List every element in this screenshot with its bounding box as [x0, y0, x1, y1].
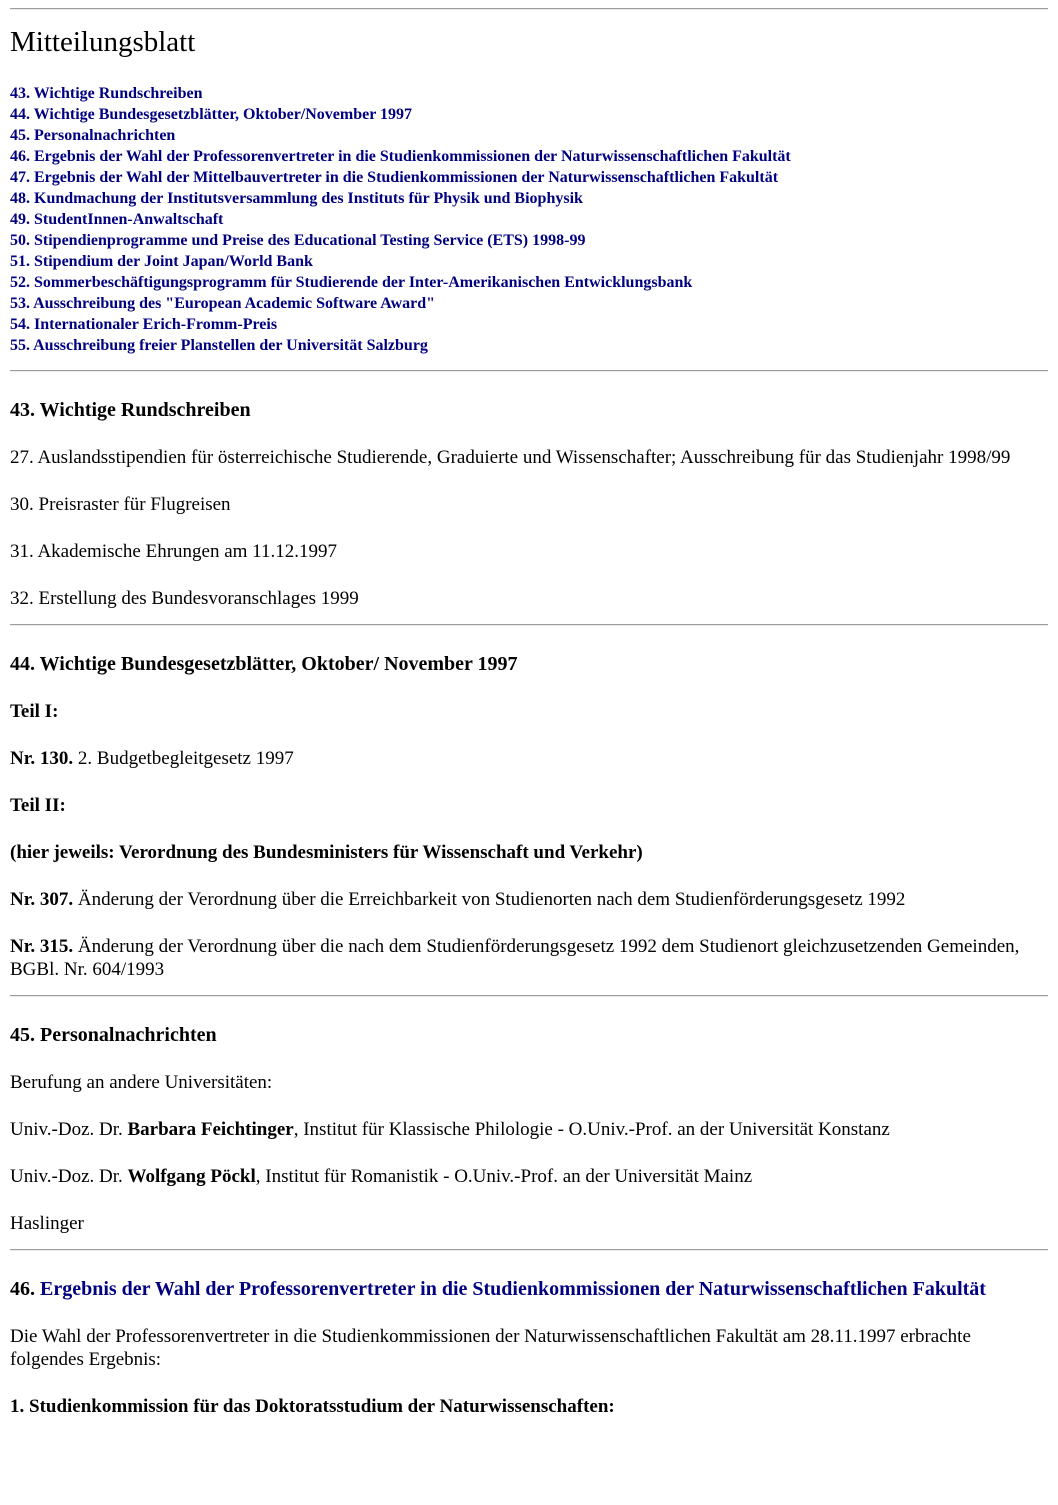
- section-46: [10, 1277, 1048, 1418]
- section-divider: [10, 995, 1048, 997]
- teil-2-label: Teil II:: [10, 795, 66, 816]
- toc-link-54[interactable]: 54. Internationaler Erich-Fromm-Preis: [10, 316, 278, 333]
- toc-link-52[interactable]: 52. Sommerbeschäftigungsprogramm für Studierende der Inter-Amerikanischen Entwicklungsbank: [10, 274, 693, 291]
- item-nr-307: [10, 888, 1048, 911]
- section-46-intro: Die Wahl der Professorenvertreter in die Studienkommissionen der Naturwissenschaftlichen Fakultät am 28.11.1997 erbrachte folgendes Ergebnis:: [10, 1326, 971, 1370]
- nr-307-text: Änderung der Verordnung über die Erreichbarkeit von Studienorten nach dem Studienförderungsgesetz 1992: [73, 889, 906, 910]
- item-32: 32. Erstellung des Bundesvoranschlages 1999: [10, 588, 359, 609]
- section-44: [10, 652, 1048, 981]
- section-46-heading: [10, 1277, 1048, 1301]
- top-divider: [10, 8, 1048, 10]
- signature: Haslinger: [10, 1213, 84, 1234]
- studienkommission-1-heading: 1. Studienkommission für das Doktoratsstudium der Naturwissenschaften:: [10, 1396, 615, 1417]
- toc-link-53[interactable]: 53. Ausschreibung des "European Academic Software Award": [10, 295, 436, 312]
- section-43: [10, 398, 1048, 610]
- nr-315-text: Änderung der Verordnung über die nach dem Studienförderungsgesetz 1992 dem Studienort gleichzusetzenden Gemeinden, BGBl. Nr. 604/1993: [10, 936, 1020, 980]
- item-31: 31. Akademische Ehrungen am 11.12.1997: [10, 541, 337, 562]
- teil-2-note: (hier jeweils: Verordnung des Bundesministers für Wissenschaft und Verkehr): [10, 842, 643, 863]
- entry-prefix: Univ.-Doz. Dr.: [10, 1119, 128, 1140]
- person-name: Barbara Feichtinger: [127, 1119, 294, 1140]
- nr-130-text: 2. Budgetbegleitgesetz 1997: [73, 748, 294, 769]
- item-nr-130: [10, 747, 1048, 770]
- toc-link-45[interactable]: 45. Personalnachrichten: [10, 127, 176, 144]
- section-45-heading: 45. Personalnachrichten: [10, 1024, 217, 1046]
- entry-suffix: , Institut für Klassische Philologie - O.Univ.-Prof. an der Universität Konstanz: [293, 1119, 890, 1140]
- section-46-number: 46.: [10, 1278, 40, 1300]
- toc-link-48[interactable]: 48. Kundmachung der Institutsversammlung des Instituts für Physik und Biophysik: [10, 190, 583, 207]
- section-43-heading: 43. Wichtige Rundschreiben: [10, 399, 251, 421]
- toc-link-47[interactable]: 47. Ergebnis der Wahl der Mittelbauvertreter in die Studienkommissionen der Naturwissenschaftlichen Fakultät: [10, 169, 779, 186]
- section-divider: [10, 1249, 1048, 1251]
- section-divider: [10, 624, 1048, 626]
- item-nr-315: [10, 935, 1048, 981]
- section-44-heading: 44. Wichtige Bundesgesetzblätter, Oktober/ November 1997: [10, 653, 518, 675]
- teil-1-label: Teil I:: [10, 701, 59, 722]
- page-title: Mitteilungsblatt: [10, 26, 196, 58]
- bulletin-page: [0, 8, 1058, 1458]
- berufung-label: Berufung an andere Universitäten:: [10, 1072, 273, 1093]
- toc-link-49[interactable]: 49. StudentInnen-Anwaltschaft: [10, 211, 224, 228]
- section-46-heading-link[interactable]: Ergebnis der Wahl der Professorenvertreter in die Studienkommissionen der Naturwissenschaftlichen Fakultät: [40, 1278, 986, 1300]
- entry-suffix: , Institut für Romanistik - O.Univ.-Prof. an der Universität Mainz: [255, 1166, 753, 1187]
- toc-link-44[interactable]: 44. Wichtige Bundesgesetzblätter, Oktober/November 1997: [10, 106, 413, 123]
- nr-130-label: Nr. 130.: [10, 748, 74, 769]
- nr-315-label: Nr. 315.: [10, 936, 74, 957]
- item-27: 27. Auslandsstipendien für österreichische Studierende, Graduierte und Wissenschafter; Ausschreibung für das Studienjahr 1998/99: [10, 447, 1011, 468]
- person-name: Wolfgang Pöckl: [127, 1166, 256, 1187]
- toc-link-46[interactable]: 46. Ergebnis der Wahl der Professorenvertreter in die Studienkommissionen der Naturwissenschaftlichen Fakultät: [10, 148, 791, 165]
- toc-link-43[interactable]: 43. Wichtige Rundschreiben: [10, 85, 203, 102]
- toc-link-50[interactable]: 50. Stipendienprogramme und Preise des Educational Testing Service (ETS) 1998-99: [10, 232, 586, 249]
- personnel-entry-feichtinger: [10, 1118, 1048, 1141]
- table-of-contents: [10, 83, 1048, 356]
- section-divider: [10, 370, 1048, 372]
- entry-prefix: Univ.-Doz. Dr.: [10, 1166, 128, 1187]
- toc-link-51[interactable]: 51. Stipendium der Joint Japan/World Bank: [10, 253, 313, 270]
- item-30: 30. Preisraster für Flugreisen: [10, 494, 231, 515]
- personnel-entry-poeckl: [10, 1165, 1048, 1188]
- section-45: [10, 1023, 1048, 1235]
- nr-307-label: Nr. 307.: [10, 889, 74, 910]
- toc-link-55[interactable]: 55. Ausschreibung freier Planstellen der Universität Salzburg: [10, 337, 428, 354]
